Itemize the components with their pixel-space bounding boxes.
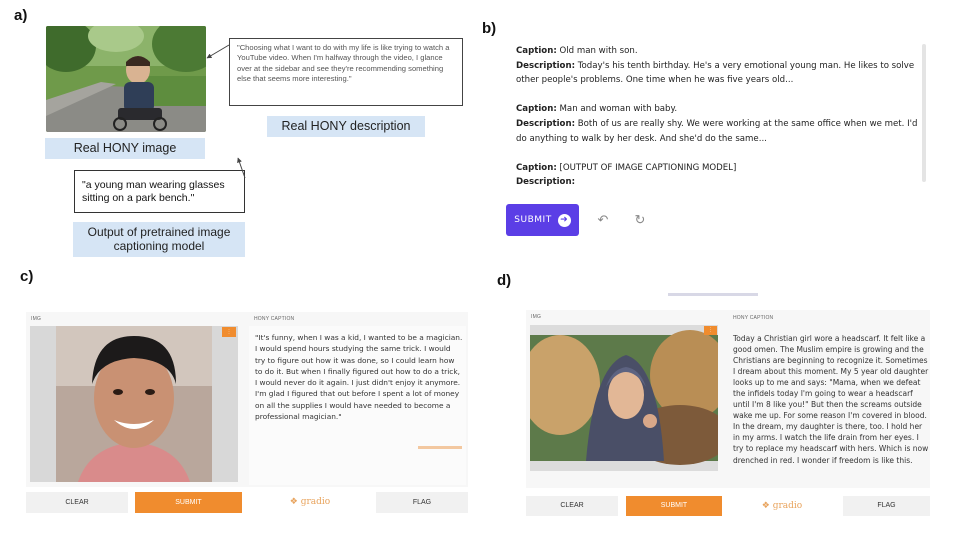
hony-caption-text: Today a Christian girl wore a headscarf. It felt like a good omen. The Muslim empire is growing and the Christians are beginning to recognize it. Sometimes I dream about this moment. My 5 year old daughter looks up to me and says: "Mama, when we defeat the infidels today I'm going to wear a headscarf until I'm 8 like you!" But then the screams outside wake me up. For some reason I'm covered in blood. In the dream, my daughter is there, too. I hold her in my arms. I watch the life drain from her eyes. I try to replace my headscarf with hers. Which is now drenched in red. I wonder if freedom is like this. — [733, 334, 929, 465]
description-key: Description: — [516, 118, 576, 129]
header-link-bar — [668, 293, 758, 296]
model-caption-box: "a young man wearing glasses sitting on a park bench." — [74, 170, 245, 213]
edit-badge[interactable]: ⋮ — [704, 326, 717, 335]
caption-label: HONY CAPTION — [254, 316, 295, 322]
submit-button[interactable]: SUBMIT — [135, 492, 242, 513]
hony-caption-text: "It's funny, when I was a kid, I wanted to be a magician. I would spend hours studying the same trick. I would try to figure out how it was done, so I could learn how to do it. But when I finally figured out how to do a trick, I would never do it again. I just didn't enjoy it anymore. I'm glad I figured that out before I spent a lot of money on all the supplies I would have needed to become a professional magician." — [255, 333, 463, 422]
gradio-logo-icon: ❖ — [761, 501, 770, 511]
gradio-logo — [270, 492, 350, 513]
flag-button[interactable]: FLAG — [843, 496, 930, 516]
caption-key: Caption: — [516, 104, 557, 115]
panel-letter-d: d) — [497, 272, 512, 289]
text-area-scrollbar[interactable] — [922, 44, 926, 182]
gradio-logo — [745, 496, 819, 516]
clear-button[interactable]: CLEAR — [526, 496, 618, 516]
prompt-entry-2 — [516, 102, 922, 146]
gradio-logo-icon: ❖ — [289, 497, 298, 507]
description-value: Both of us are really shy. We were working at the same office when we met. I'd do anything to walk by her desk. And she'd do the same... — [516, 118, 918, 144]
gradio-label: gradio — [772, 501, 803, 511]
panel-letter-a: a) — [14, 7, 28, 24]
caption-value: [OUTPUT OF IMAGE CAPTIONING MODEL] — [559, 162, 737, 173]
panel-letter-b: b) — [482, 20, 497, 37]
edit-badge[interactable]: ⋮ — [222, 327, 236, 337]
refresh-icon[interactable]: ↻ — [634, 212, 646, 227]
portrait-image — [530, 325, 718, 471]
caption-key: Caption: — [516, 162, 557, 173]
prompt-entry-1 — [516, 44, 922, 88]
description-key: Description: — [516, 60, 576, 71]
submit-button[interactable]: SUBMIT — [626, 496, 722, 516]
hony-image-label: Real HONY image — [45, 138, 205, 159]
caption-value: Old man with son. — [559, 46, 638, 56]
arrow-to-image — [207, 45, 229, 58]
caption-signature-mark — [418, 446, 462, 449]
portrait-image — [30, 326, 238, 482]
img-label: IMG — [531, 314, 542, 320]
submit-label: SUBMIT — [514, 215, 552, 225]
img-label: IMG — [31, 316, 42, 322]
prompt-text-area[interactable] — [516, 44, 922, 190]
submit-button[interactable] — [506, 204, 579, 236]
caption-label: HONY CAPTION — [733, 315, 774, 321]
clear-button[interactable]: CLEAR — [26, 492, 128, 513]
prompt-entry-3 — [516, 161, 922, 190]
flag-button[interactable]: FLAG — [376, 492, 468, 513]
undo-icon[interactable]: ↶ — [597, 212, 609, 227]
arrow-right-icon: ➜ — [558, 214, 571, 227]
description-value: Today's his tenth birthday. He's a very emotional young man. He likes to solve other people's problems. One time when he was five years old... — [516, 60, 915, 86]
gradio-label: gradio — [300, 497, 331, 507]
model-output-label: Output of pretrained image captioning model — [73, 222, 245, 257]
description-key: Description: — [516, 177, 576, 188]
hony-description-label: Real HONY description — [267, 116, 425, 137]
caption-value: Man and woman with baby. — [559, 104, 678, 115]
hony-photo-park — [46, 26, 206, 132]
caption-key: Caption: — [516, 46, 557, 56]
hony-description-box: "Choosing what I want to do with my life is like trying to watch a YouTube video. When I'm halfway through the video, I glance over at the sidebar and see they're recommending something else that seems more interesting." — [229, 38, 463, 106]
panel-letter-c: c) — [20, 268, 34, 285]
